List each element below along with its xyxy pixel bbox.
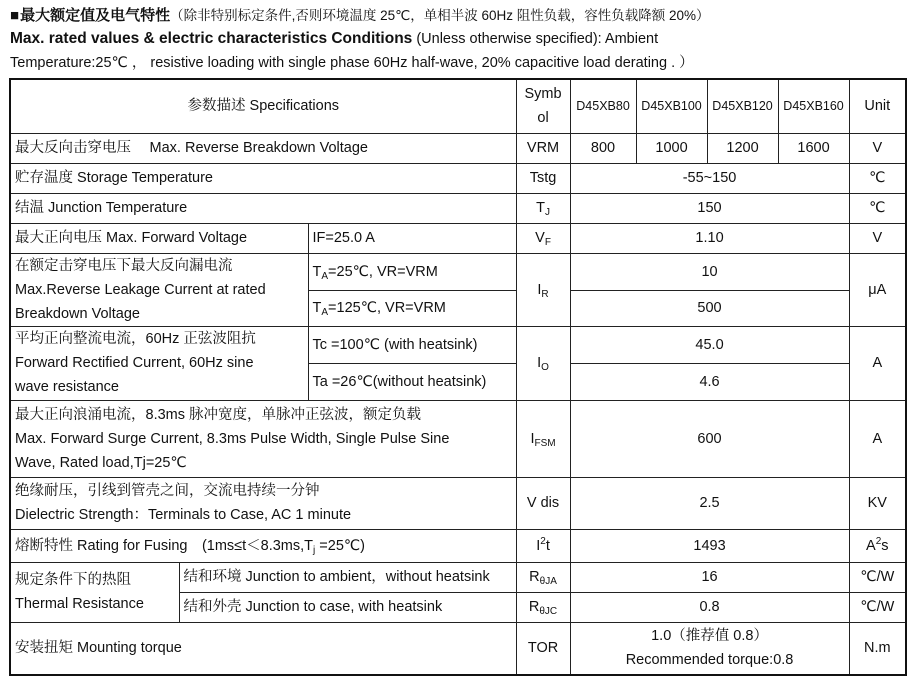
row-tj bbox=[10, 193, 906, 223]
row-value: 150 bbox=[570, 193, 849, 223]
header-row bbox=[10, 79, 906, 133]
row-symbol: $I_O$ bbox=[516, 326, 570, 400]
row-symbol: Tstg bbox=[516, 163, 570, 193]
row-tstg bbox=[10, 163, 906, 193]
row-description: 熔断特性 Rating for Fusing ($1ms\le t<8.3ms,T_j$ =25℃) bbox=[10, 529, 516, 562]
row-condition: $T_A=125℃$, VR=VRM bbox=[308, 290, 516, 326]
row-thermal-1 bbox=[10, 562, 906, 592]
row-unit: ℃/W bbox=[849, 592, 906, 622]
row-value: 45.0 bbox=[570, 326, 849, 363]
row-unit: μA bbox=[849, 253, 906, 326]
row-value: 500 bbox=[570, 290, 849, 326]
row-tor bbox=[10, 622, 906, 675]
row-unit: N.m bbox=[849, 622, 906, 675]
row-symbol: $I_R$ bbox=[516, 253, 570, 326]
row-value: 1600 bbox=[778, 133, 849, 163]
row-ir-1 bbox=[10, 253, 906, 290]
row-io-1 bbox=[10, 326, 906, 363]
row-description: 最大反向击穿电压 Max. Reverse Breakdown Voltage bbox=[10, 133, 516, 163]
row-description: 最大正向浪涌电流，8.3ms 脉冲宽度，单脉冲正弦波，额定负载 Max. Forward Surge Current, 8.3ms Pulse Width, Single Pulse Sine Wave, Rated load,Tj=25℃ bbox=[10, 400, 516, 477]
row-value: 1.10 bbox=[570, 223, 849, 253]
row-symbol: $I^2t$ bbox=[516, 529, 570, 562]
row-value: 16 bbox=[570, 562, 849, 592]
unit-header: Unit bbox=[849, 79, 906, 133]
english-conditions: (Unless otherwise specified): Ambient bbox=[412, 31, 659, 47]
header-line-chinese bbox=[10, 3, 910, 27]
row-value: 4.6 bbox=[570, 363, 849, 400]
row-description: 绝缘耐压，引线到管壳之间，交流电持续一分钟 Dielectric Strength：Terminals to Case, AC 1 minute bbox=[10, 477, 516, 529]
row-value: -55~150 bbox=[570, 163, 849, 193]
row-unit: V bbox=[849, 223, 906, 253]
row-value: 2.5 bbox=[570, 477, 849, 529]
model-header: D45XB80 bbox=[570, 79, 636, 133]
english-title: Max. rated values & electric characteristics Conditions bbox=[10, 30, 413, 47]
row-symbol: $R_{\theta JC}$ bbox=[516, 592, 570, 622]
square-bullet-icon: ■ bbox=[10, 7, 20, 24]
row-value: 1493 bbox=[570, 529, 849, 562]
row-symbol: $T_J$ bbox=[516, 193, 570, 223]
row-vf bbox=[10, 223, 906, 253]
row-value: 1000 bbox=[636, 133, 707, 163]
row-description: 在额定击穿电压下最大反向漏电流 Max.Reverse Leakage Current at rated Breakdown Voltage bbox=[10, 253, 308, 326]
row-symbol: $R_{\theta JA}$ bbox=[516, 562, 570, 592]
row-unit: V bbox=[849, 133, 906, 163]
header-line-english bbox=[10, 27, 910, 51]
row-description: 安装扭矩 Mounting torque bbox=[10, 622, 516, 675]
row-value: 0.8 bbox=[570, 592, 849, 622]
row-symbol: $I_{FSM}$ bbox=[516, 400, 570, 477]
row-value: 600 bbox=[570, 400, 849, 477]
row-vrm bbox=[10, 133, 906, 163]
row-unit: ℃ bbox=[849, 193, 906, 223]
row-value: 1200 bbox=[707, 133, 778, 163]
model-header: D45XB120 bbox=[707, 79, 778, 133]
row-unit: $A^2s$ bbox=[849, 529, 906, 562]
spec-header: 参数描述 Specifications bbox=[10, 79, 516, 133]
row-unit: A bbox=[849, 326, 906, 400]
model-header: D45XB100 bbox=[636, 79, 707, 133]
row-value: 1.0（推荐值 0.8） Recommended torque:0.8 bbox=[570, 622, 849, 675]
row-unit: A bbox=[849, 400, 906, 477]
row-unit: ℃/W bbox=[849, 562, 906, 592]
row-symbol: $V_F$ bbox=[516, 223, 570, 253]
row-description: 最大正向电压 Max. Forward Voltage bbox=[10, 223, 308, 253]
row-condition: $T_A=25℃$, VR=VRM bbox=[308, 253, 516, 290]
row-unit: KV bbox=[849, 477, 906, 529]
document-header bbox=[10, 3, 910, 75]
row-description: 贮存温度 Storage Temperature bbox=[10, 163, 516, 193]
symbol-header: Symb ol bbox=[516, 79, 570, 133]
specifications-table bbox=[9, 78, 907, 676]
row-symbol: V dis bbox=[516, 477, 570, 529]
row-condition: IF=25.0 A bbox=[308, 223, 516, 253]
model-header: D45XB160 bbox=[778, 79, 849, 133]
row-symbol: VRM bbox=[516, 133, 570, 163]
row-condition: Tc =100℃ (with heatsink) bbox=[308, 326, 516, 363]
row-description: 结温 Junction Temperature bbox=[10, 193, 516, 223]
row-ifsm bbox=[10, 400, 906, 477]
chinese-title: 最大额定值及电气特性 bbox=[20, 7, 171, 24]
row-value: 800 bbox=[570, 133, 636, 163]
row-i2t bbox=[10, 529, 906, 562]
row-symbol: TOR bbox=[516, 622, 570, 675]
row-condition: Ta =26℃(without heatsink) bbox=[308, 363, 516, 400]
row-value: 10 bbox=[570, 253, 849, 290]
row-unit: ℃ bbox=[849, 163, 906, 193]
chinese-conditions: （除非特别标定条件,否则环境温度 25℃，单相半波 60Hz 阻性负载，容性负载降额 20%） bbox=[170, 8, 710, 23]
row-vdis bbox=[10, 477, 906, 529]
row-description: 规定条件下的热阻 Thermal Resistance bbox=[10, 562, 179, 622]
row-description: 平均正向整流电流，60Hz 正弦波阻抗 Forward Rectified Current, 60Hz sine wave resistance bbox=[10, 326, 308, 400]
header-line-conditions: Temperature:25℃ ， resistive loading with single phase 60Hz half-wave, 20% capacitive load derating . ） bbox=[10, 55, 694, 71]
row-condition: 结和外壳 Junction to case, with heatsink bbox=[179, 592, 516, 622]
row-condition: 结和环境 Junction to ambient，without heatsink bbox=[179, 562, 516, 592]
